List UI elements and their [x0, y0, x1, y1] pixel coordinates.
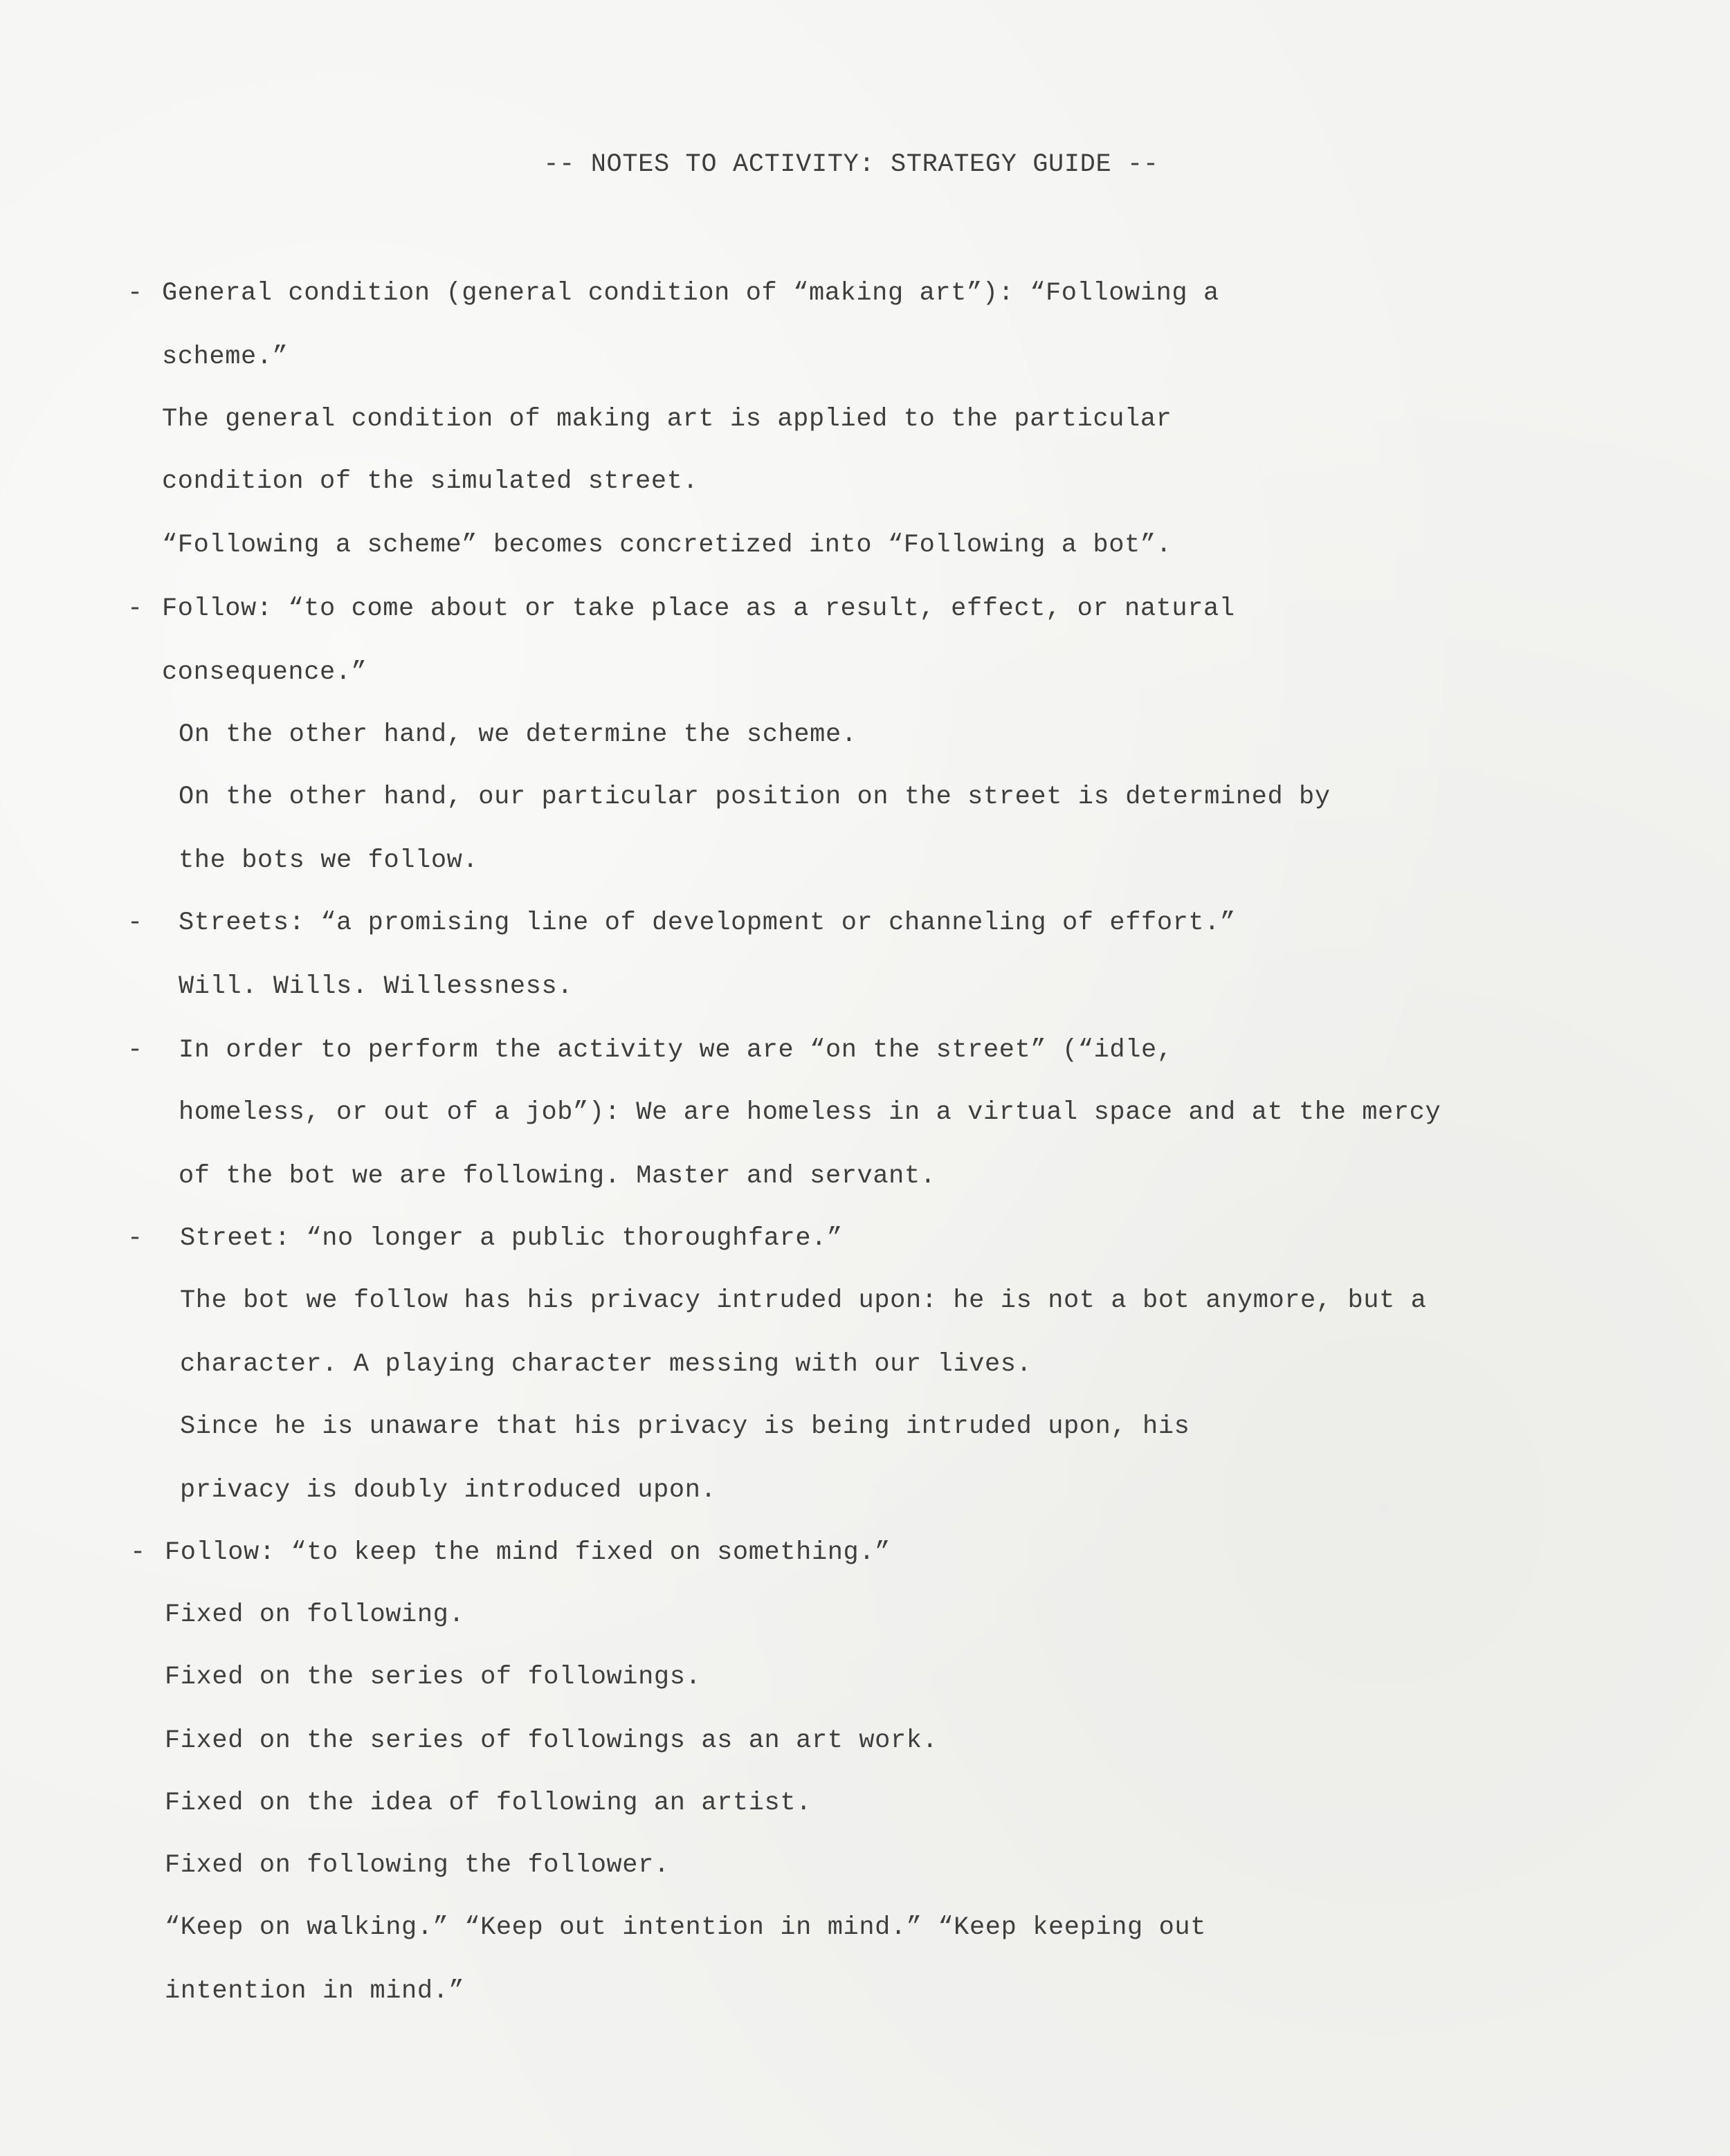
text-line: Fixed on following the follower.: [165, 1851, 670, 1880]
text-line: On the other hand, we determine the scheme.: [179, 720, 857, 749]
bullet-dash: -: [127, 1224, 143, 1253]
text-line: Follow: “to come about or take place as a result, effect, or natural: [162, 594, 1235, 623]
text-line: “Following a scheme” becomes concretized into “Following a bot”.: [162, 531, 1172, 560]
text-line: Fixed on the series of followings as an art work.: [165, 1726, 938, 1755]
bullet-dash: -: [127, 594, 143, 623]
text-line: In order to perform the activity we are “on the street” (“idle,: [179, 1036, 1173, 1065]
text-line: Will. Wills. Willessness.: [179, 972, 574, 1001]
bullet-dash: -: [127, 1036, 143, 1065]
text-line: On the other hand, our particular position on the street is determined by: [179, 783, 1331, 812]
document-title: -- NOTES TO ACTIVITY: STRATEGY GUIDE --: [543, 150, 1159, 179]
text-line: the bots we follow.: [179, 846, 479, 875]
text-line: condition of the simulated street.: [162, 467, 699, 496]
text-line: character. A playing character messing with our lives.: [180, 1350, 1032, 1379]
text-line: General condition (general condition of “making art”): “Following a: [162, 279, 1219, 308]
text-line: Fixed on the series of followings.: [165, 1663, 702, 1692]
text-line: Since he is unaware that his privacy is being intruded upon, his: [180, 1412, 1190, 1441]
text-line: consequence.”: [162, 658, 367, 687]
text-line: scheme.”: [162, 342, 289, 372]
bullet-dash: -: [127, 908, 143, 938]
text-line: Fixed on the idea of following an artist.: [165, 1789, 812, 1818]
text-line: of the bot we are following. Master and servant.: [179, 1162, 936, 1191]
text-line: Street: “no longer a public thoroughfare.”: [180, 1224, 843, 1253]
text-line: intention in mind.”: [165, 1977, 465, 2006]
bullet-dash: -: [130, 1538, 146, 1567]
bullet-dash: -: [127, 279, 143, 308]
text-line: Fixed on following.: [165, 1600, 465, 1629]
text-line: The bot we follow has his privacy intruded upon: he is not a bot anymore, but a: [180, 1286, 1427, 1315]
text-line: “Keep on walking.” “Keep out intention in mind.” “Keep keeping out: [165, 1913, 1207, 1942]
text-line: Streets: “a promising line of development or channeling of effort.”: [179, 908, 1236, 938]
text-line: The general condition of making art is applied to the particular: [162, 405, 1172, 434]
text-line: homeless, or out of a job”): We are homeless in a virtual space and at the mercy: [179, 1098, 1441, 1127]
text-line: Follow: “to keep the mind fixed on something.”: [165, 1538, 891, 1567]
text-line: privacy is doubly introduced upon.: [180, 1476, 717, 1505]
